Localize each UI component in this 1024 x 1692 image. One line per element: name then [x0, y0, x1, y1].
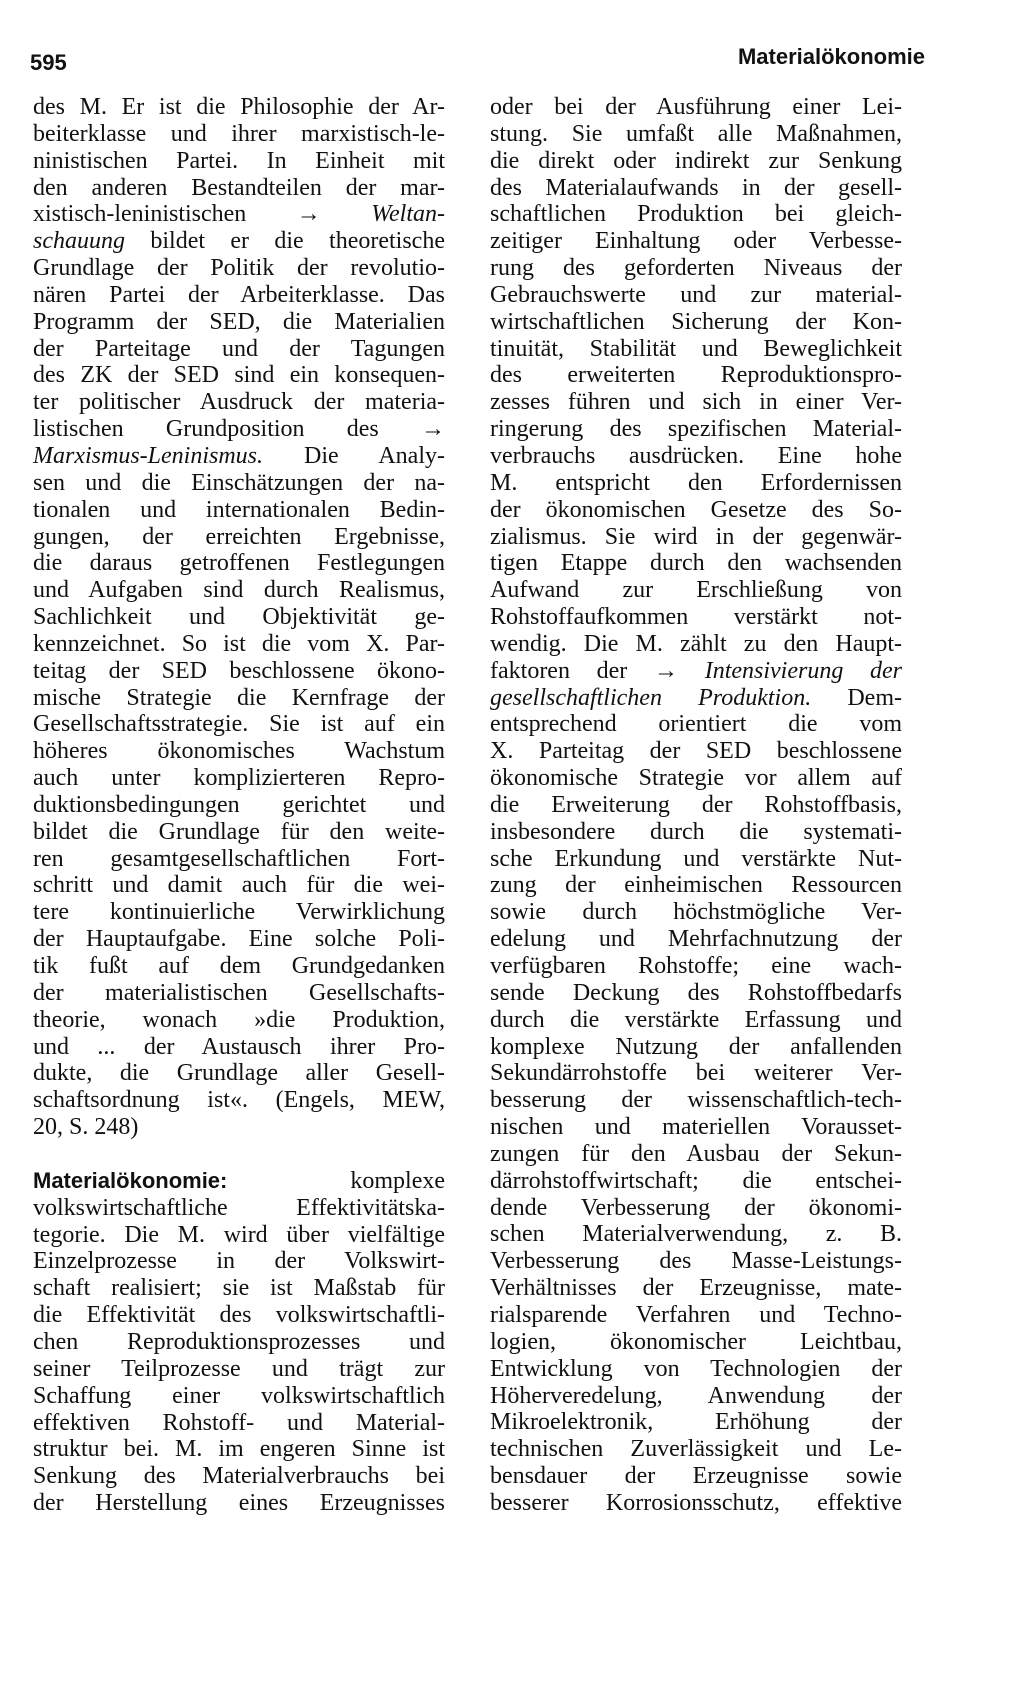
running-head: Materialökonomie — [737, 44, 925, 69]
text-line: sowie durch höchstmögliche Ver- — [490, 899, 902, 926]
text-line: Sekundärrohstoffe bei weiterer Ver- — [490, 1060, 902, 1087]
text-line: die Effektivität des volkswirtschaftli- — [33, 1302, 445, 1329]
text-line: Entwicklung von Technologien der — [490, 1355, 902, 1382]
text-line: ter politischer Ausdruck der materia- — [33, 389, 445, 416]
text-line: und ... der Austausch ihrer Pro- — [33, 1033, 445, 1060]
text-line: des M. Er ist die Philosophie der Ar- — [33, 94, 445, 120]
text-line: beiterklasse und ihrer marxistisch-le- — [33, 120, 445, 147]
text-line: edelung und Mehrfachnutzung der — [490, 926, 902, 953]
text-line: seiner Teilprozesse und trägt zur — [33, 1355, 445, 1382]
text-line: schen Materialverwendung, z. B. — [490, 1221, 902, 1248]
text-line: tionalen und internationalen Bedin- — [33, 496, 445, 523]
text-line: ringerung des spezifischen Material- — [490, 416, 902, 443]
text-line: zialismus. Sie wird in der gegenwär- — [490, 523, 902, 550]
text-line: ren gesamtgesellschaftlichen Fort- — [33, 845, 445, 872]
entry-first-line — [33, 1168, 445, 1195]
entry-headword: Materialökonomie: — [33, 1167, 228, 1193]
text-line: effektiven Rohstoff- und Material- — [33, 1409, 445, 1436]
text-line: die direkt oder indirekt zur Senkung — [490, 147, 902, 174]
text-line: tigen Etappe durch den wachsenden — [490, 550, 902, 577]
text-line: schaftlichen Produktion bei gleich- — [490, 201, 902, 228]
text-line: ökonomische Strategie vor allem auf — [490, 765, 902, 792]
text-line: tinuität, Stabilität und Beweglichkeit — [490, 335, 902, 362]
text-line: die daraus getroffenen Festlegungen — [33, 550, 445, 577]
text-line: dukte, die Grundlage aller Gesell- — [33, 1060, 445, 1087]
text-line-with-crossref — [33, 228, 445, 255]
crossref-arrow: → — [296, 201, 321, 228]
text-line: der ökonomischen Gesetze des So- — [490, 496, 902, 523]
text-line: mische Strategie die Kernfrage der — [33, 684, 445, 711]
text-line: zung der einheimischen Ressourcen — [490, 872, 902, 899]
text-line: zeitiger Einhaltung oder Verbesse- — [490, 228, 902, 255]
text-line: schritt und damit auch für die wei- — [33, 872, 445, 899]
text-segment: faktoren der — [490, 657, 628, 684]
crossref-term: Intensivierung der — [704, 657, 903, 684]
text-line: Verbesserung des Masse-Leistungs- — [490, 1248, 902, 1275]
text-line: tik fußt auf dem Grundgedanken — [33, 953, 445, 979]
text-line: nischen und materiellen Vorausset- — [490, 1114, 902, 1141]
text-line: des erweiterten Reproduktionspro- — [490, 362, 902, 389]
text-line: wendig. Die M. zählt zu den Haupt- — [490, 630, 902, 657]
text-line: bensdauer der Erzeugnisse sowie — [490, 1463, 902, 1490]
text-line-with-crossref — [33, 201, 445, 228]
right-column — [490, 94, 902, 1517]
text-line-with-crossref — [490, 685, 902, 712]
text-line: logien, ökonomischer Leichtbau, — [490, 1328, 902, 1355]
text-segment: xistisch-leninistischen — [33, 201, 247, 228]
text-line: Schaffung einer volkswirtschaftlich — [33, 1382, 445, 1409]
text-line: der Herstellung eines Erzeugnisses — [33, 1490, 445, 1517]
text-line: Grundlage der Politik der revolutio- — [33, 255, 445, 282]
text-line: volkswirtschaftliche Effektivitätska- — [33, 1194, 445, 1221]
text-line: Aufwand zur Erschließung von — [490, 577, 902, 604]
text-line: Senkung des Materialverbrauchs bei — [33, 1463, 445, 1490]
text-line: Sachlichkeit und Objektivität ge- — [33, 604, 445, 631]
text-line: entsprechend orientiert die vom — [490, 711, 902, 738]
text-line: kennzeichnet. So ist die vom X. Par- — [33, 630, 445, 657]
text-line: des ZK der SED sind ein konsequen- — [33, 362, 445, 389]
text-line: Gesellschaftsstrategie. Sie ist auf ein — [33, 711, 445, 738]
text-line: theorie, wonach »die Produktion, — [33, 1006, 445, 1033]
text-line: komplexe Nutzung der anfallenden — [490, 1033, 902, 1060]
text-line: teitag der SED beschlossene ökono- — [33, 657, 445, 684]
text-line: X. Parteitag der SED beschlossene — [490, 738, 902, 765]
text-segment: Die Analy- — [263, 442, 445, 469]
text-line: und Aufgaben sind durch Realismus, — [33, 577, 445, 604]
text-line: auch unter komplizierteren Repro- — [33, 765, 445, 792]
crossref-term: schauung — [33, 228, 125, 255]
text-line: zesses führen und sich in einer Ver- — [490, 389, 902, 416]
crossref-term: Marxismus-Leninismus. — [33, 442, 264, 469]
crossref-arrow: → — [654, 657, 678, 684]
text-line: rialsparende Verfahren und Techno- — [490, 1301, 902, 1328]
text-line: sende Deckung des Rohstoffbedarfs — [490, 979, 902, 1006]
text-line: Mikroelektronik, Erhöhung der — [490, 1409, 902, 1436]
text-line: der materialistischen Gesellschafts- — [33, 979, 445, 1006]
text-line: Einzelprozesse in der Volkswirt- — [33, 1248, 445, 1275]
text-segment: bildet er die theoretische — [125, 228, 445, 255]
crossref-term: gesellschaftlichen Produktion. — [490, 684, 812, 711]
text-line: der Hauptaufgabe. Eine solche Poli- — [33, 926, 445, 953]
text-line: Verhältnisses der Erzeugnisse, mate- — [490, 1275, 902, 1302]
text-line: M. entspricht den Erfordernissen — [490, 469, 902, 496]
text-line: Rohstoffaufkommen verstärkt not- — [490, 604, 902, 631]
text-line: tegorie. Die M. wird über vielfältige — [33, 1221, 445, 1248]
text-line: der Parteitage und der Tagungen — [33, 335, 445, 362]
text-line: tere kontinuierliche Verwirklichung — [33, 899, 445, 926]
text-line: oder bei der Ausführung einer Lei- — [490, 94, 902, 120]
text-line: besserung der wissenschaftlich-tech- — [490, 1087, 902, 1114]
text-line: schaftsordnung ist«. (Engels, MEW, — [33, 1087, 445, 1114]
crossref-term: Weltan- — [371, 201, 445, 228]
text-line: Programm der SED, die Materialien — [33, 308, 445, 335]
text-line: gungen, der erreichten Ergebnisse, — [33, 523, 445, 550]
text-line: bildet die Grundlage für den weite- — [33, 818, 445, 845]
text-line: verbrauchs ausdrücken. Eine hohe — [490, 442, 902, 469]
text-line: des Materialaufwands in der gesell- — [490, 174, 902, 201]
text-line: stung. Sie umfaßt alle Maßnahmen, — [490, 120, 902, 147]
text-line: struktur bei. M. im engeren Sinne ist — [33, 1436, 445, 1463]
text-line: besserer Korrosionsschutz, effektive — [490, 1489, 902, 1516]
text-line: höheres ökonomisches Wachstum — [33, 738, 445, 765]
text-line: listischen Grundposition des → — [33, 416, 445, 443]
left-column — [33, 94, 445, 1517]
text-line: sche Erkundung und verstärkte Nut- — [490, 845, 902, 872]
text-line: därrohstoffwirtschaft; die entschei- — [490, 1167, 902, 1194]
text-line: dende Verbesserung der ökonomi- — [490, 1194, 902, 1221]
page-number: 595 — [30, 50, 67, 75]
text-line: Gebrauchswerte und zur material- — [490, 281, 902, 308]
text-line: ninistischen Partei. In Einheit mit — [33, 147, 445, 174]
text-line: 20, S. 248) — [33, 1114, 139, 1141]
text-line: chen Reproduktionsprozesses und — [33, 1328, 445, 1355]
text-line: verfügbaren Rohstoffe; eine wach- — [490, 953, 902, 979]
text-line: den anderen Bestandteilen der mar- — [33, 174, 445, 201]
text-line: wirtschaftlichen Sicherung der Kon- — [490, 308, 902, 335]
text-line-with-crossref — [490, 658, 902, 685]
text-line: schaft realisiert; sie ist Maßstab für — [33, 1275, 445, 1302]
text-line: sen und die Einschätzungen der na- — [33, 469, 445, 496]
text-line-with-crossref — [33, 443, 445, 470]
text-line: Höherveredelung, Anwendung der — [490, 1382, 902, 1409]
text-line: zungen für den Ausbau der Sekun- — [490, 1140, 902, 1167]
text-line: nären Partei der Arbeiterklasse. Das — [33, 281, 445, 308]
text-line: die Erweiterung der Rohstoffbasis, — [490, 791, 902, 818]
text-line: technischen Zuverlässigkeit und Le- — [490, 1436, 902, 1463]
text-line: rung des geforderten Niveaus der — [490, 255, 902, 282]
text-segment: Dem- — [811, 684, 902, 711]
text-line: insbesondere durch die systemati- — [490, 818, 902, 845]
text-line: durch die verstärkte Erfassung und — [490, 1006, 902, 1033]
text-segment: komplexe — [350, 1167, 445, 1194]
text-line: duktionsbedingungen gerichtet und — [33, 791, 445, 818]
